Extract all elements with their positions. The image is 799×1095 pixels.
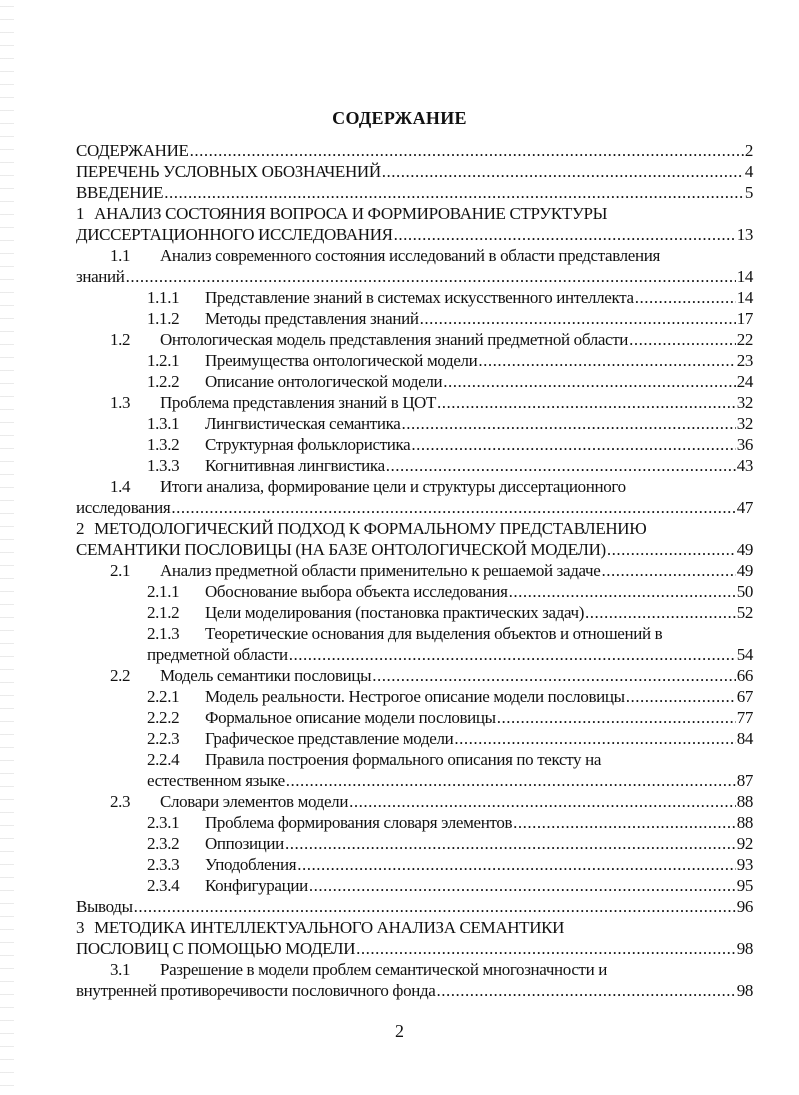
toc-entry[interactable] <box>76 372 753 393</box>
toc-entry-number: 3.1 <box>110 960 131 979</box>
dot-leader <box>382 162 744 182</box>
dot-leader <box>286 771 736 791</box>
toc-entry-page: 98 <box>736 981 753 1000</box>
toc-entry-title: Правила построения формального описания по тексту на <box>205 750 602 769</box>
toc-entry-title: СОДЕРЖАНИЕ <box>76 141 189 160</box>
toc-entry-title-cont: внутренней противоречивости пословичного фонда <box>76 981 436 1000</box>
toc-entry-page: 84 <box>736 729 753 748</box>
toc-entry-page: 14 <box>736 267 753 286</box>
toc-entry-page: 49 <box>736 561 753 580</box>
toc-entry-continuation[interactable] <box>76 771 753 792</box>
toc-entry-page: 43 <box>736 456 753 475</box>
toc-entry-number: 1.1 <box>110 246 131 265</box>
toc-entry-page: 17 <box>736 309 753 328</box>
toc-entry-number: 2.2.3 <box>147 729 180 748</box>
toc-entry-title: Описание онтологической модели <box>205 372 443 391</box>
dot-leader <box>289 645 736 665</box>
toc-entry[interactable] <box>76 855 753 876</box>
toc-entry-page: 22 <box>736 330 753 349</box>
dot-leader <box>585 603 736 623</box>
toc-entry[interactable] <box>76 897 753 918</box>
toc-entry[interactable] <box>76 918 753 939</box>
toc-entry-number: 2.3.2 <box>147 834 180 853</box>
toc-entry-number: 1.1.1 <box>147 288 180 307</box>
toc-entry-continuation[interactable] <box>76 540 753 561</box>
dot-leader <box>190 141 744 161</box>
toc-entry[interactable] <box>76 687 753 708</box>
toc-entry[interactable] <box>76 183 753 204</box>
toc-entry-continuation[interactable] <box>76 645 753 666</box>
toc-entry-title: Выводы <box>76 897 133 916</box>
toc-entry-page: 36 <box>736 435 753 454</box>
toc-entry-page: 87 <box>736 771 753 790</box>
toc-entry-page: 93 <box>736 855 753 874</box>
page-number: 2 <box>395 1021 404 1041</box>
toc-entry-number: 1.3.3 <box>147 456 180 475</box>
toc-entry[interactable] <box>76 603 753 624</box>
toc-entry-title-cont: предметной области <box>147 645 288 664</box>
toc-entry-number: 2.3.4 <box>147 876 180 895</box>
dot-leader <box>607 540 736 560</box>
toc-entry[interactable] <box>76 666 753 687</box>
toc-entry-title: Анализ современного состояния исследований в области представления <box>160 246 660 265</box>
toc-entry-title: ВВЕДЕНИЕ <box>76 183 164 202</box>
toc-entry-page: 96 <box>736 897 753 916</box>
toc-entry-number: 1.1.2 <box>147 309 180 328</box>
toc-entry-page: 66 <box>736 666 753 685</box>
toc-entry-number: 2 <box>76 519 85 538</box>
toc-entry[interactable] <box>76 351 753 372</box>
toc-entry[interactable] <box>76 393 753 414</box>
toc-entry-page: 47 <box>736 498 753 517</box>
toc-entry-number: 1.4 <box>110 477 131 496</box>
dot-leader <box>513 813 736 833</box>
dot-leader <box>635 288 736 308</box>
toc-entry-page: 2 <box>744 141 753 160</box>
toc-entry-number: 2.3.1 <box>147 813 180 832</box>
toc-entry-number: 1.3.2 <box>147 435 180 454</box>
dot-leader <box>437 393 736 413</box>
dot-leader <box>386 456 736 476</box>
toc-entry-page: 4 <box>744 162 753 181</box>
toc-entry-page: 98 <box>736 939 753 958</box>
scan-edge-artifact <box>0 0 14 1095</box>
toc-entry[interactable] <box>76 477 753 498</box>
toc-entry-title: Анализ предметной области применительно к решаемой задаче <box>160 561 601 580</box>
toc-entry[interactable] <box>76 141 753 162</box>
toc-entry[interactable] <box>76 582 753 603</box>
toc-entry-number: 1.2.1 <box>147 351 180 370</box>
toc-entry-page: 54 <box>736 645 753 664</box>
toc-entry-number: 2.2.4 <box>147 750 180 769</box>
toc-entry-title: Онтологическая модель представления знаний предметной области <box>160 330 629 349</box>
toc-entry-continuation[interactable] <box>76 498 753 519</box>
toc-entry-title: Оппозиции <box>205 834 284 853</box>
toc-entry[interactable] <box>76 204 753 225</box>
dot-leader <box>497 708 736 728</box>
dot-leader <box>309 876 736 896</box>
toc-entry-title: Когнитивная лингвистика <box>205 456 385 475</box>
toc-entry-page: 14 <box>736 288 753 307</box>
dot-leader <box>509 582 736 602</box>
toc-entry[interactable] <box>76 750 753 771</box>
toc-entry-number: 2.2.1 <box>147 687 180 706</box>
dot-leader <box>297 855 735 875</box>
dot-leader <box>443 372 735 392</box>
toc-entry-title-cont: ДИССЕРТАЦИОННОГО ИССЛЕДОВАНИЯ <box>76 225 393 244</box>
toc-entry-title: МЕТОДОЛОГИЧЕСКИЙ ПОДХОД К ФОРМАЛЬНОМУ ПРЕДСТАВЛЕНИЮ <box>94 519 647 538</box>
dot-leader <box>126 267 736 287</box>
toc-entry-title: Преимущества онтологической модели <box>205 351 478 370</box>
toc-entry-title-cont: знаний <box>76 267 125 286</box>
toc-entry-page: 88 <box>736 813 753 832</box>
toc-entry-page: 50 <box>736 582 753 601</box>
toc-entry-title-cont: естественном языке <box>147 771 285 790</box>
toc-entry-page: 95 <box>736 876 753 895</box>
dot-leader <box>626 687 736 707</box>
toc-entry-title: Проблема формирования словаря элементов <box>205 813 513 832</box>
toc-entry-title: МЕТОДИКА ИНТЕЛЛЕКТУАЛЬНОГО АНАЛИЗА СЕМАНТИКИ <box>94 918 565 937</box>
toc-entry-page: 13 <box>736 225 753 244</box>
toc-entry-number: 2.1.2 <box>147 603 180 622</box>
toc-entry-number: 1.2.2 <box>147 372 180 391</box>
toc-entry-number: 2.1 <box>110 561 131 580</box>
toc-entry-number: 2.1.3 <box>147 624 180 643</box>
toc-entry-title: Проблема представления знаний в ЦОТ <box>160 393 437 412</box>
toc-entry-number: 1.2 <box>110 330 131 349</box>
toc-entry-number: 2.2.2 <box>147 708 180 727</box>
toc-entry-page: 23 <box>736 351 753 370</box>
dot-leader <box>411 435 735 455</box>
toc-entry-title: Теоретические основания для выделения объектов и отношений в <box>205 624 663 643</box>
dot-leader <box>356 939 736 959</box>
dot-leader <box>478 351 735 371</box>
toc-entry-number: 1 <box>76 204 85 223</box>
toc-entry-number: 2.3 <box>110 792 131 811</box>
dot-leader <box>454 729 735 749</box>
toc-entry-page: 24 <box>736 372 753 391</box>
toc-entry-title: Модель семантики пословицы <box>160 666 372 685</box>
toc-entry-page: 49 <box>736 540 753 559</box>
toc-entry[interactable] <box>76 561 753 582</box>
toc-entry-title: Модель реальности. Нестрогое описание модели пословицы <box>205 687 625 706</box>
table-of-contents <box>76 141 753 1002</box>
toc-entry-page: 5 <box>744 183 753 202</box>
toc-entry-number: 2.2 <box>110 666 131 685</box>
toc-entry-number: 3 <box>76 918 85 937</box>
toc-entry-continuation[interactable] <box>76 267 753 288</box>
toc-entry[interactable] <box>76 519 753 540</box>
toc-entry-title: Графическое представление модели <box>205 729 454 748</box>
toc-entry-title: Представление знаний в системах искусственного интеллекта <box>205 288 634 307</box>
toc-entry[interactable] <box>76 708 753 729</box>
toc-entry-number: 1.3.1 <box>147 414 180 433</box>
toc-entry-page: 92 <box>736 834 753 853</box>
dot-leader <box>394 225 736 245</box>
toc-entry-title: Обоснование выбора объекта исследования <box>205 582 508 601</box>
toc-entry-number: 1.3 <box>110 393 131 412</box>
toc-entry[interactable] <box>76 456 753 477</box>
toc-entry[interactable] <box>76 729 753 750</box>
toc-entry-title: Разрешение в модели проблем семантической многозначности и <box>160 960 608 979</box>
dot-leader <box>164 183 744 203</box>
toc-entry-title-cont: исследования <box>76 498 171 517</box>
dot-leader <box>436 981 735 1001</box>
toc-entry-title: Формальное описание модели пословицы <box>205 708 496 727</box>
dot-leader <box>171 498 735 518</box>
toc-entry[interactable] <box>76 414 753 435</box>
toc-entry-title: Итоги анализа, формирование цели и структуры диссертационного <box>160 477 626 496</box>
dot-leader <box>285 834 736 854</box>
toc-entry[interactable] <box>76 435 753 456</box>
toc-entry-continuation[interactable] <box>76 225 753 246</box>
toc-entry-title: Конфигурации <box>205 876 308 895</box>
toc-entry-page: 77 <box>736 708 753 727</box>
dot-leader <box>420 309 736 329</box>
toc-entry-number: 2.1.1 <box>147 582 180 601</box>
toc-entry-page: 32 <box>736 414 753 433</box>
toc-entry[interactable] <box>76 834 753 855</box>
toc-entry-continuation[interactable] <box>76 939 753 960</box>
toc-entry-title: Уподобления <box>205 855 297 874</box>
dot-leader <box>372 666 735 686</box>
toc-entry-page: 32 <box>736 393 753 412</box>
toc-entry[interactable] <box>76 309 753 330</box>
toc-entry[interactable] <box>76 792 753 813</box>
page-title: СОДЕРЖАНИЕ <box>332 108 467 128</box>
toc-entry-title: ПЕРЕЧЕНЬ УСЛОВНЫХ ОБОЗНАЧЕНИЙ <box>76 162 381 181</box>
toc-entry[interactable] <box>76 624 753 645</box>
toc-entry-number: 2.3.3 <box>147 855 180 874</box>
toc-entry[interactable] <box>76 813 753 834</box>
toc-entry[interactable] <box>76 960 753 981</box>
toc-entry-page: 52 <box>736 603 753 622</box>
dot-leader <box>349 792 736 812</box>
toc-entry-page: 88 <box>736 792 753 811</box>
dot-leader <box>134 897 736 917</box>
toc-entry-title-cont: СЕМАНТИКИ ПОСЛОВИЦЫ (НА БАЗЕ ОНТОЛОГИЧЕСКОЙ МОДЕЛИ) <box>76 540 606 559</box>
dot-leader <box>629 330 736 350</box>
toc-entry[interactable] <box>76 288 753 309</box>
toc-entry-title: Структурная фольклористика <box>205 435 411 454</box>
toc-entry[interactable] <box>76 246 753 267</box>
toc-entry[interactable] <box>76 162 753 183</box>
dot-leader <box>401 414 735 434</box>
toc-entry-page: 67 <box>736 687 753 706</box>
toc-entry-title-cont: ПОСЛОВИЦ С ПОМОЩЬЮ МОДЕЛИ <box>76 939 356 958</box>
toc-entry-title: Лингвистическая семантика <box>205 414 401 433</box>
toc-entry-title: Методы представления знаний <box>205 309 419 328</box>
toc-entry[interactable] <box>76 330 753 351</box>
toc-entry-title: АНАЛИЗ СОСТОЯНИЯ ВОПРОСА И ФОРМИРОВАНИЕ СТРУКТУРЫ <box>94 204 608 223</box>
toc-entry-title: Словари элементов модели <box>160 792 349 811</box>
toc-entry-continuation[interactable] <box>76 981 753 1002</box>
toc-entry[interactable] <box>76 876 753 897</box>
dot-leader <box>601 561 735 581</box>
toc-entry-title: Цели моделирования (постановка практических задач) <box>205 603 585 622</box>
